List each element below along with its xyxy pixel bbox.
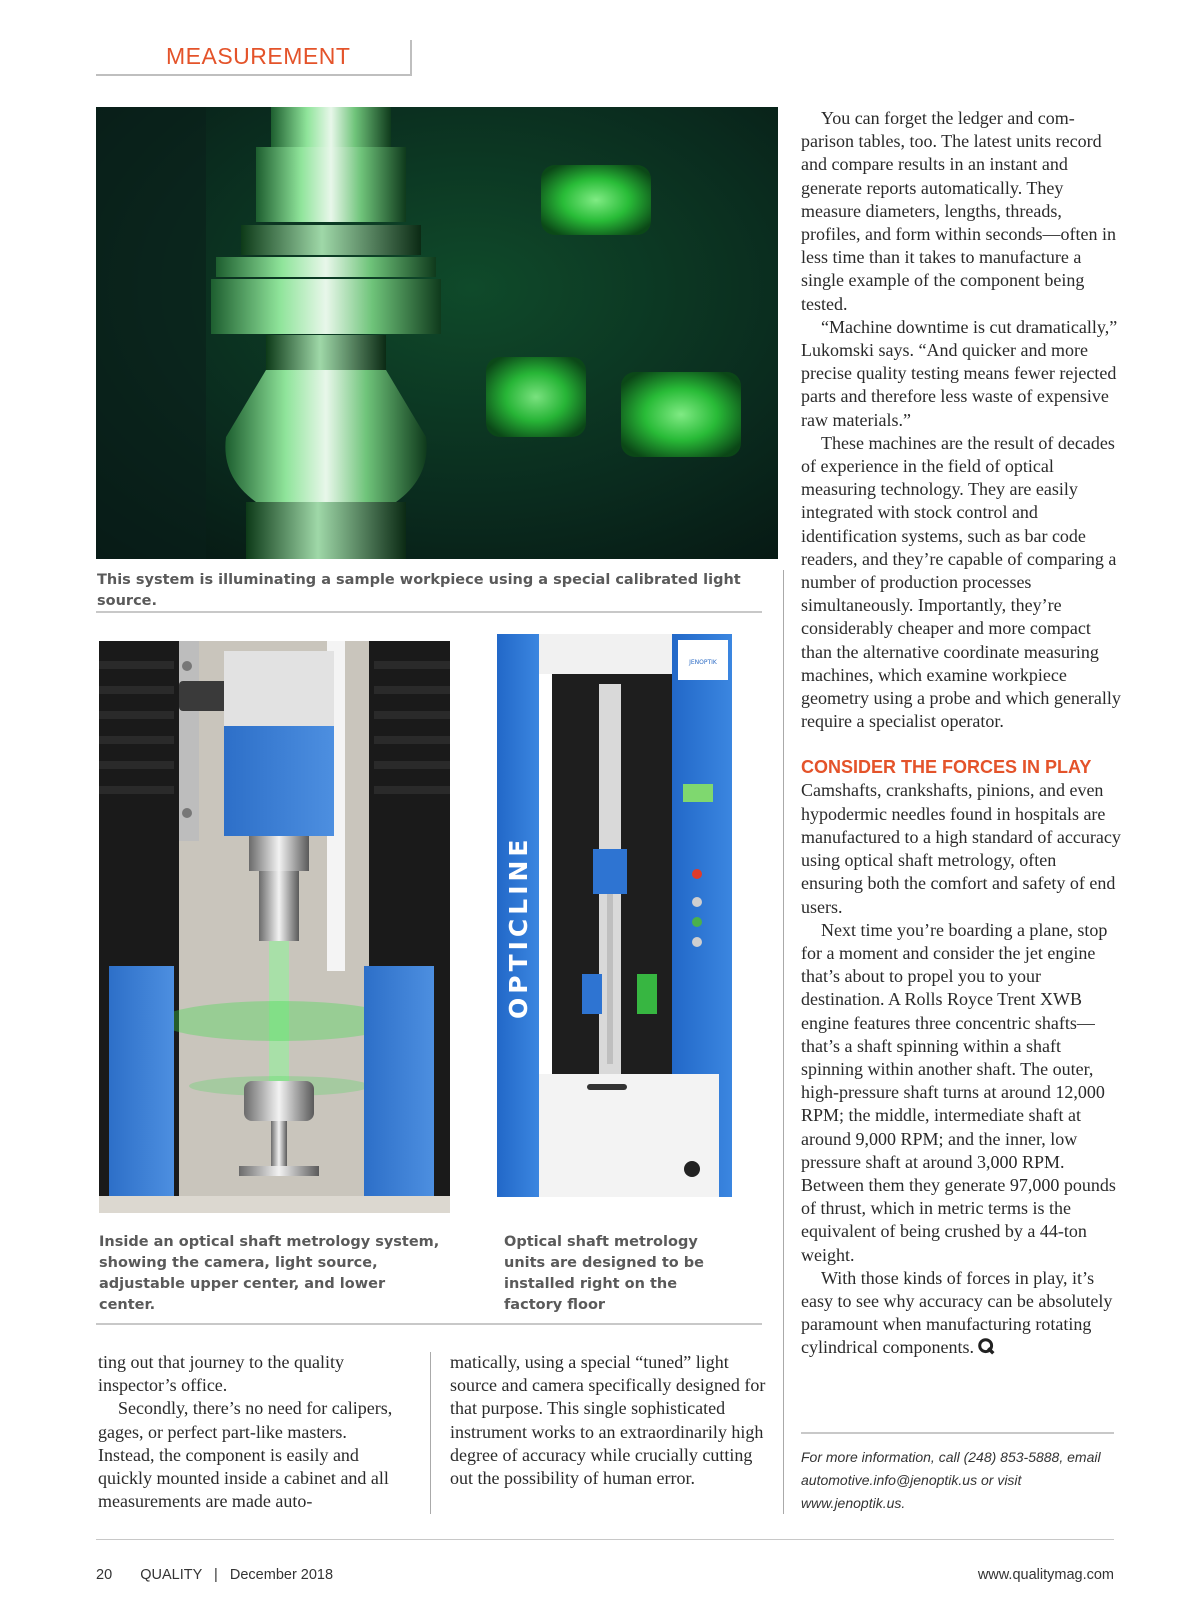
column-3-paragraph-5: Next time you’re boarding a plane, stop for a moment and consider the jet engine that’s about to propel you to your destination. A Rolls Royce Trent XWB engine features three concentric shafts—that’s a shaft spinning within a shaft spinning within another shaft. The outer, high-pressure shaft turns at around 12,000 RPM; the middle, intermediate shaft at around 9,000 RPM; and the inner, low pressure shaft at around 3,000 RPM. Between them they generate 97,000 pounds of thrust, which in metric terms is the equivalent of being crushed by a 44-ton weight. [801, 919, 1116, 1265]
column-3 [801, 107, 1121, 1360]
column-3-paragraph-6-text: With those kinds of forces in play, it’s easy to see why accuracy can be absolutely paramount when manufacturing rotating cylindrical components. [801, 1267, 1113, 1358]
column-3-paragraph-1: You can forget the ledger and comparison tables, too. The latest units record and compare results in an instant and generate reports automatically. They measure diameters, lengths, threads, profiles, and form within seconds—often in less time than it takes to manufacture a single example of the component being tested. [801, 108, 1116, 314]
section-title: MEASUREMENT [166, 43, 351, 69]
website-link[interactable]: www.qualitymag.com [977, 1567, 1114, 1583]
right-machine-photo [497, 634, 739, 1197]
more-info-note: For more information, call (248) 853-5888, email automotive.info@jenoptik.us or visit www.jenoptik.us. [801, 1449, 1101, 1511]
top-photo-caption: This system is illuminating a sample workpiece using a special calibrated light source. [97, 572, 741, 609]
column-3-paragraph-6 [801, 1267, 1121, 1360]
column-3-paragraph-2: “Machine downtime is cut dramatically,” Lukomski says. “And quicker and more precise quality testing means fewer rejected parts and therefore less waste of expensive raw materials.” [801, 316, 1118, 430]
divider-top-figure [96, 611, 762, 613]
machine-logo-label: JENOPTIK [689, 659, 717, 666]
machine-brand-label: OPTICLINE [504, 835, 533, 1019]
footer-rule [96, 1539, 1114, 1540]
column-1 [98, 1351, 398, 1513]
divider-bottom-figures [96, 1323, 762, 1325]
left-machine-photo [99, 641, 450, 1213]
footer-left [96, 1567, 333, 1583]
page-number: 20 [96, 1567, 113, 1583]
right-photo-caption: Optical shaft metrology units are designed to be installed right on the factory floor [504, 1234, 704, 1313]
issue-date: December 2018 [229, 1567, 334, 1583]
publication-name: QUALITY [140, 1567, 202, 1583]
column-2-paragraph-1: matically, using a special “tuned” light source and camera specifically designed for that purpose. This single sophisticated instrument works to an extraordinarily high degree of accuracy while crucially cutting out the possibility of human error. [450, 1352, 766, 1489]
column-3-paragraph-4: Camshafts, crankshafts, pinions, and even hypodermic needles found in hospitals are manufactured to a high standard of accuracy using optical shaft metrology, often ensuring both the comfort and safety of end users. [801, 780, 1121, 917]
left-photo-caption: Inside an optical shaft metrology system, showing the camera, light source, adjustable upper center, and lower center. [99, 1234, 440, 1313]
column-1-paragraph-2: Secondly, there’s no need for calipers, gages, or perfect part-like masters. Instead, the component is easily and quickly mounted inside a cabinet and all measurements are made auto- [98, 1398, 393, 1512]
column-3-paragraph-3: These machines are the result of decades of experience in the field of optical measuring technology. They are easily integrated with stock control and identification systems, such as bar code readers, and they’re capable of comparing a number of production processes simultaneously. Importantly, they’re considerably cheaper and more compact than the alternative coordinate measuring machines, which examine workpiece geometry using a probe and which generally require a specialist operator. [801, 432, 1121, 732]
quality-end-mark-icon [978, 1338, 995, 1355]
footer-separator: | [214, 1567, 218, 1583]
column-divider-2 [783, 570, 784, 1514]
column-2 [450, 1351, 768, 1490]
section-header [96, 40, 412, 76]
section-subheading: CONSIDER THE FORCES IN PLAY [801, 757, 1092, 778]
divider-info [801, 1432, 1114, 1434]
column-1-paragraph-1: ting out that journey to the quality inspector’s office. [98, 1352, 344, 1396]
column-divider-1 [430, 1352, 431, 1514]
top-photo [96, 107, 778, 559]
